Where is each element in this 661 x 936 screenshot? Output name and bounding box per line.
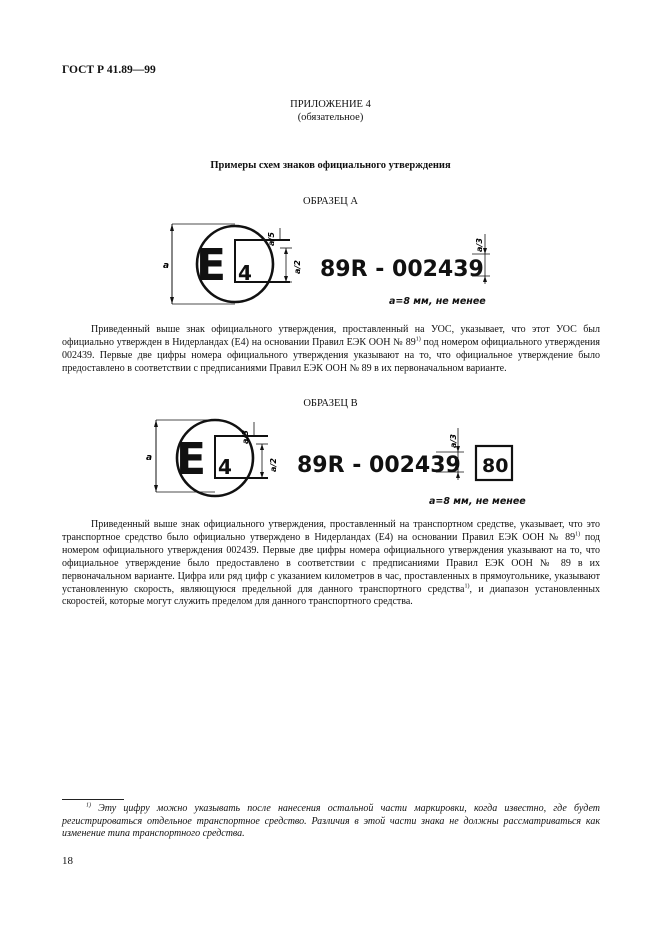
mark-letter-e-b: E: [176, 434, 207, 485]
footnote-ref-b1: 1): [575, 531, 581, 538]
dim-a2-label: a/2: [293, 260, 302, 274]
mark-country-digit-b: 4: [218, 455, 232, 479]
dim-a2-label-b: a/2: [269, 458, 278, 472]
footnote-mark: 1): [86, 802, 91, 809]
dim-a3-label: a/3: [475, 238, 484, 252]
footnote-ref-b2: 1): [464, 583, 470, 590]
sample-b-description-text: Приведенный выше знак официального утверждения, проставленный на транспортном средстве, указывает, что это транспортное средство было официально утверждено в Нидерландах (E4) на основании Правил ЕЭК ООН № 89: [62, 519, 600, 543]
dim-a3-right-label-b: a/3: [449, 434, 458, 448]
dim-a-label: a: [163, 261, 170, 271]
sample-a-description-end: под номером официального утверждения 002439. Первые две цифры номера официального утверждения указывают на то, что официальное утверждение было предоставлено в соответствии с предписаниями Правил ЕЭК ООН № 89 в их первоначальном варианте.: [62, 336, 600, 374]
sample-b-description: [62, 519, 600, 609]
sample-b-note: a=8 мм, не менее: [429, 496, 526, 507]
speed-box-value: 80: [482, 455, 509, 477]
sample-b-description-mid: под номером официального утверждения 002439. Первые две цифры номера официального утверждения указывают на то, что официальное утверждение было предоставлено в соответствии с предписаниями Правил ЕЭК ООН № 89 в их первоначальном варианте. Цифра или ряд цифр с указанием километров в час, проставленных в прямоугольнике, указывают установленную скорость, являющуюся предельной для данного транспортного средства: [62, 531, 600, 595]
appendix-status: (обязательное): [297, 112, 364, 123]
sample-a-description: [62, 324, 600, 376]
sample-a-note: a=8 мм, не менее: [389, 296, 486, 307]
document-header: ГОСТ Р 41.89—99: [62, 64, 156, 76]
sample-b-description-end: , и диапазон установленных скоростей, которые могут служить пределом для данного транспортного средства.: [62, 583, 600, 608]
dim-a-label-b: a: [146, 453, 153, 463]
mark-country-digit: 4: [238, 261, 252, 285]
page-number: 18: [62, 855, 73, 867]
sample-b-label: ОБРАЗЕЦ В: [303, 398, 358, 409]
appendix-name: ПРИЛОЖЕНИЕ 4: [290, 99, 371, 110]
section-title: Примеры схем знаков официального утверждения: [210, 160, 451, 171]
dim-a3-label-b: a/3: [241, 430, 250, 444]
footnote-text: Эту цифру можно указывать после нанесения остальной части маркировки, когда известно, где будет регистрироваться отдельное транспортное средство. Различия в этой части знака не должны рассматриваться как изменение типа транспортного средства.: [62, 803, 600, 840]
sample-a-description-text: Приведенный выше знак официального утверждения, проставленный на УОС, указывает, что этот УОС был официально утвержден в Нидерландах (E4) на основании Правил ЕЭК ООН № 89: [62, 324, 600, 348]
footnote: [62, 803, 600, 841]
mark-letter-e: E: [196, 240, 227, 291]
dim-a5-label: a/5: [267, 232, 276, 246]
footnote-divider: [62, 799, 124, 800]
approval-number-text-b: 89R - 002439: [297, 453, 461, 478]
sample-a-label: ОБРАЗЕЦ А: [303, 196, 358, 207]
approval-number-text: 89R - 002439: [320, 257, 484, 282]
footnote-ref-a: 1): [415, 336, 421, 343]
